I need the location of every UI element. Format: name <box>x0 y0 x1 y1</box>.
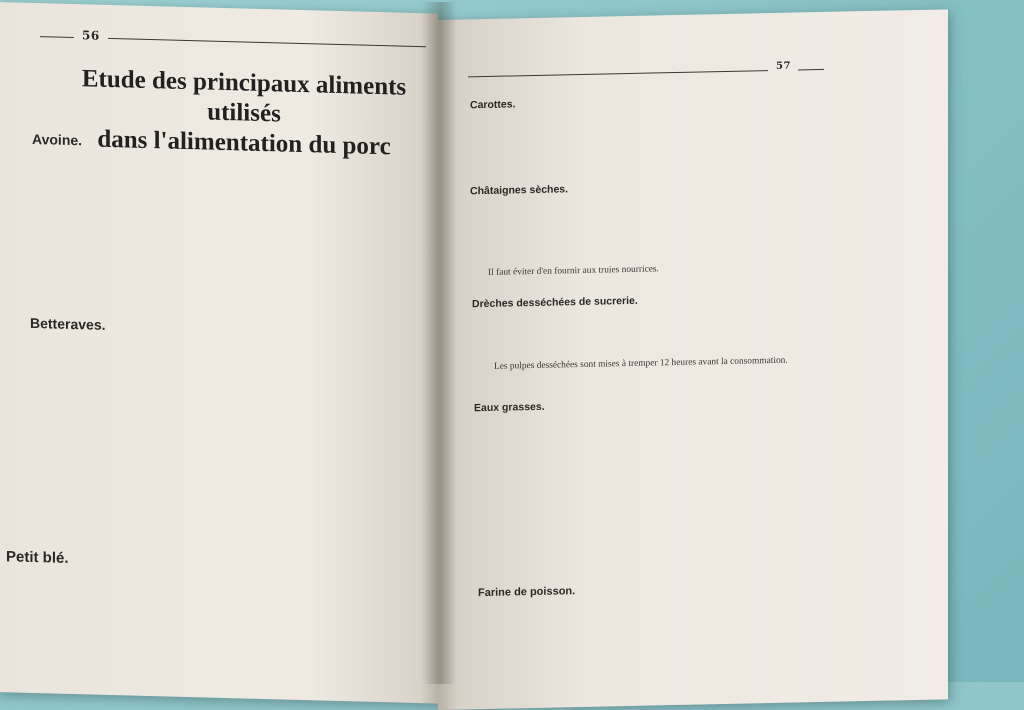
section-body <box>488 261 778 280</box>
open-book <box>0 2 956 684</box>
header-rule-long <box>468 70 768 77</box>
section-heading: Eaux grasses. <box>474 400 545 415</box>
title-line-2: dans l'alimentation du porc <box>97 125 391 161</box>
title-line-1: Etude des principaux aliments utilisés <box>81 65 407 128</box>
section-heading: Avoine. <box>32 130 83 149</box>
header-rule-long <box>108 38 426 47</box>
header-rule-short <box>40 36 74 38</box>
page-number: 57 <box>776 60 791 72</box>
page-title <box>58 64 430 164</box>
left-page <box>0 2 438 704</box>
page-number: 56 <box>82 28 100 43</box>
paragraph: Les pulpes desséchées sont mises à tremper 12 heures avant la consommation. <box>494 355 788 372</box>
header-rule-short <box>798 69 824 71</box>
section-body <box>474 353 886 374</box>
paragraph: Il faut éviter d'en fournir aux truies nourrices. <box>488 264 659 278</box>
section-heading: Carottes. <box>470 98 516 112</box>
section-heading: Betteraves. <box>30 314 106 333</box>
section-heading: Petit blé. <box>6 548 69 567</box>
section-heading: Drèches desséchées de sucrerie. <box>472 294 638 311</box>
section-heading: Farine de poisson. <box>478 585 576 600</box>
section-heading: Châtaignes sèches. <box>470 183 569 198</box>
book-gutter <box>422 2 456 684</box>
right-page <box>438 9 948 710</box>
